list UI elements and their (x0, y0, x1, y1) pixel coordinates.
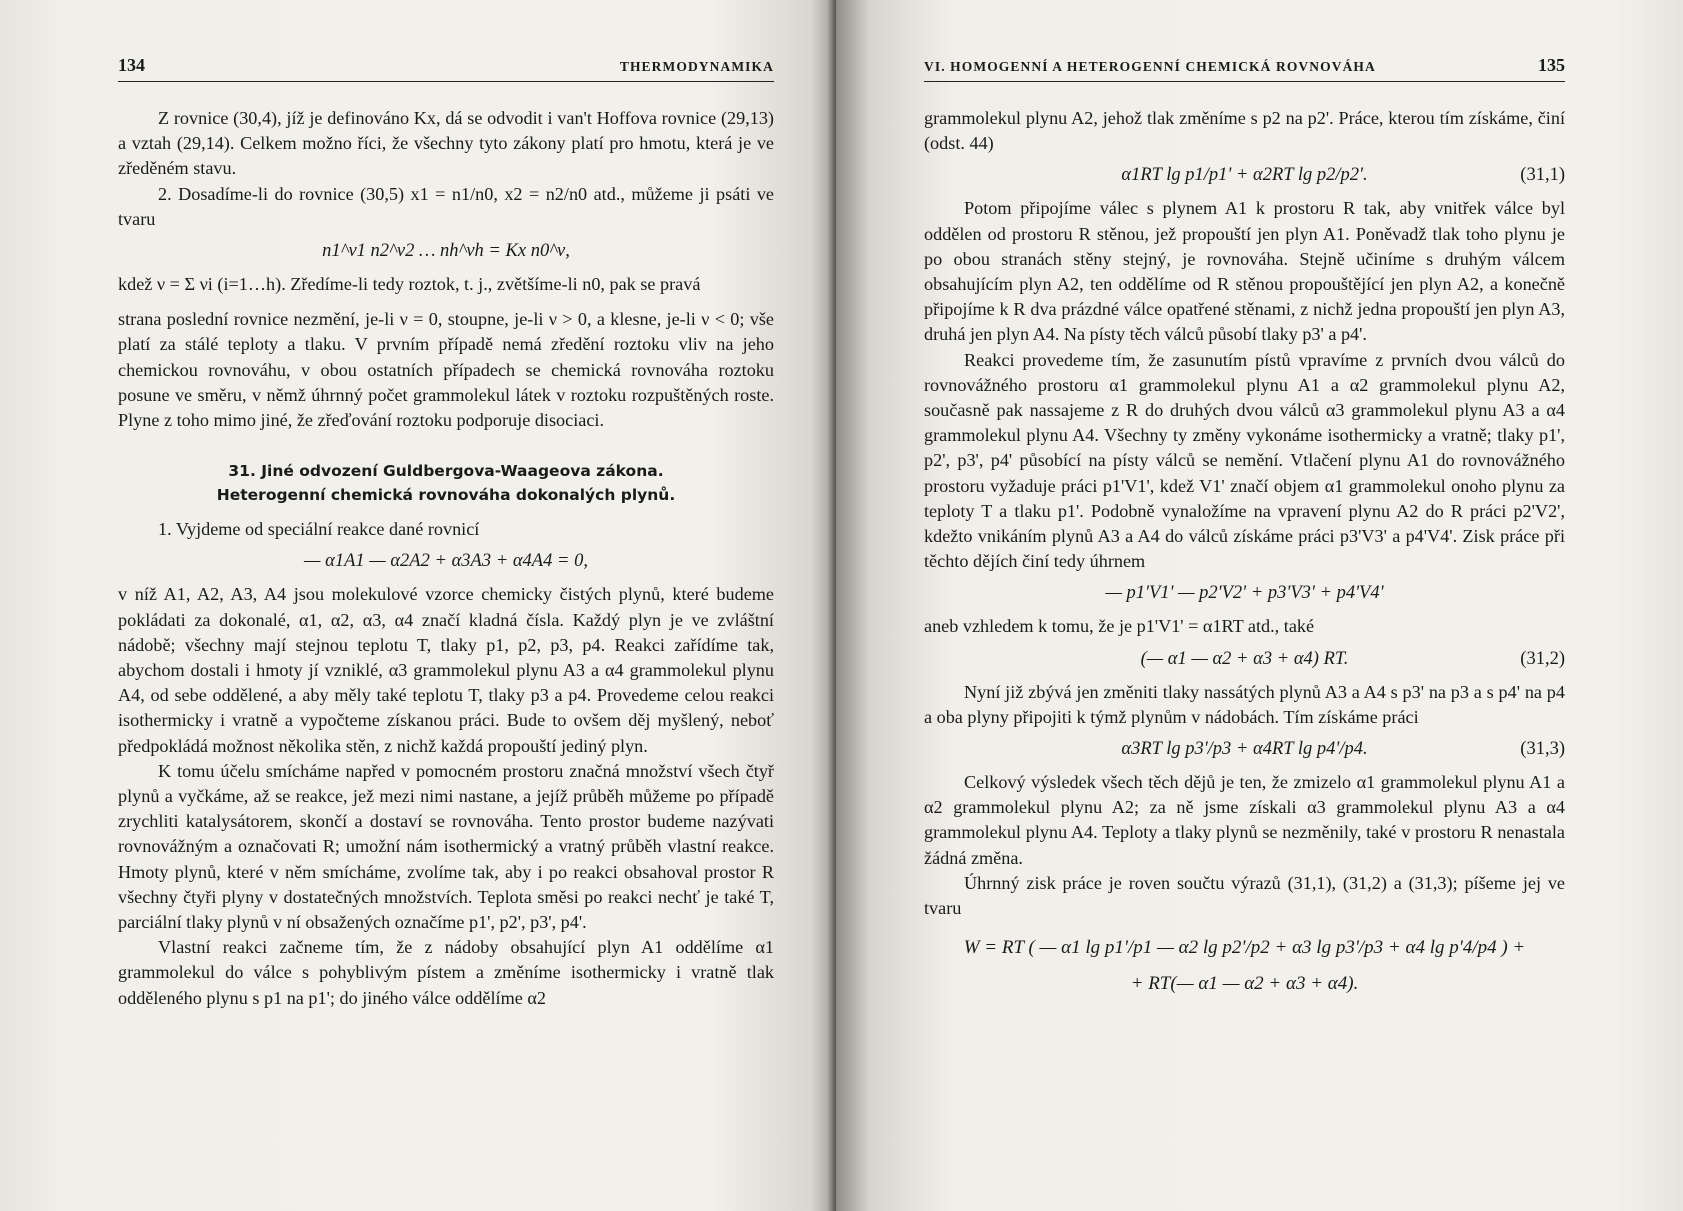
section-heading (118, 459, 774, 507)
page-number: 134 (118, 55, 145, 75)
paragraph: Nyní již zbývá jen změniti tlaky nassátých plynů A3 a A4 s p3' na p3 a s p4' na p4 a oba plyny připojiti k týmž plynům v nádobách. Tím získáme práci (924, 681, 1565, 727)
equation (924, 160, 1565, 190)
paragraph: aneb vzhledem k tomu, že je p1'V1' = α1RT atd., také (924, 616, 1315, 637)
equation: — α1A1 — α2A2 + α3A3 + α4A4 = 0, (304, 551, 588, 572)
equation-body: (— α1 — α2 + α3 + α4) RT. (1140, 648, 1349, 669)
section-title: 31. Jiné odvození Guldbergova-Waageova zákona. (228, 462, 664, 481)
equation (924, 644, 1565, 674)
equation-number: (31,1) (1520, 165, 1565, 186)
paragraph: grammolekul plynu A2, jehož tlak změníme s p2 na p2'. Práce, kterou tím získáme, činí (odst. 44) (924, 108, 1565, 154)
equation-body: α1RT lg p1/p1' + α2RT lg p2/p2'. (1121, 165, 1368, 186)
paragraph: K tomu účelu smícháme napřed v pomocném prostoru značná množství všech čtyř plynů a vyčkáme, až se reakce, jež mezi nimi nastane, a jejíž průběh můžeme po případě zrychliti katalysátorem, skončí a dostaví se rovnováha. Tento prostor budeme nazývati rovnovážným a označovati R; umožní nám isothermický a vratný průběh vlastní reakce. Hmoty plynů, které v něm smícháme, zvolíme tak, aby i po reakci obsahoval prostor R všechny čtyři plyny v dostatečných množstvích. Teplota směsi po reakci nechť je také T, parciální tlaky plynů v ní obsažených označíme p1', p2', p3', p4'. (118, 760, 774, 933)
right-page (836, 0, 1683, 1211)
paragraph: Úhrnný zisk práce je roven součtu výrazů (31,1), (31,2) a (31,3); píšeme jej ve tvaru (924, 872, 1565, 919)
paragraph: strana poslední rovnice nezmění, je-li ν = 0, stoupne, je-li ν > 0, a klesne, je-li ν < 0; vše platí za stálé teploty a tlaku. V prvním případě nemá zředění roztoku vliv na jeho chemickou rovnováhu, v obou ostatních případech se chemická rovnováha roztoku posune ve směru, v němž úhrnný počet grammolekul látek v roztoku rozpuštěných roste. Plyne z toho mimo jiné, že zřeďování roztoku podporuje disociaci. (118, 309, 774, 431)
paragraph: Celkový výsledek všech těch dějů je ten, že zmizelo α1 grammolekul plynu A1 a α2 grammolekul plynu A2; za ně jsme získali α3 grammolekul plynu A3 a α4 grammolekul plynu A4. Teploty a tlaky plynů se nezměnily, také v prostoru R nenastala žádná změna. (924, 772, 1565, 868)
equation-body: α3RT lg p3'/p3 + α4RT lg p4'/p4. (1121, 739, 1368, 760)
paragraph: v níž A1, A2, A3, A4 jsou molekulové vzorce chemicky čistých plynů, které budeme pokládati za dokonalé, α1, α2, α3, α4 značí kladná čísla. Každý plyn je ve zvláštní nádobě; všechny mají stejnou teplotu T, tlaky p1, p2, p3, p4. Reakci zařídíme tak, abychom dostali i hmoty jí vzniklé, α3 grammolekul plynu A3 a α4 grammolekul plynu A4, od sebe oddělené, a aby měly také teplotu T, tlaky p3 a p4. Provedeme celou reakci isothermicky i vratně a vypočteme získanou práci. Bude to ovšem děj myšlený, neboť předpokládá možnost několika stěn, z nichž každá propouští jediný plyn. (118, 584, 774, 756)
running-head-right (924, 55, 1565, 82)
left-page (0, 0, 836, 1211)
paragraph: kdež ν = Σ νi (i=1…h). Zředíme-li tedy roztok, t. j., zvětšíme-li n0, pak se pravá (118, 274, 701, 295)
paragraph: 1. Vyjdeme od speciální reakce dané rovnicí (158, 519, 480, 540)
running-title: VI. HOMOGENNÍ A HETEROGENNÍ CHEMICKÁ ROVNOVÁHA (924, 59, 1376, 74)
paragraph: Potom připojíme válec s plynem A1 k prostoru R tak, aby vnitřek válce byl oddělen od prostoru R stěnou, jež propouští jen plyn A1. Poněvadž tlak toho plynu je po obou stranách stěny stejný, je rovnováha. Stejně učiníme s druhým válcem obsahujícím plyn A2, ten oddělíme od R stěnou propouštějící jen plyn A2, a konečně připojíme k R dva prázdné válce opatřené stěnami, z nichž jedna propouští jen plyn A3, druhá jen plyn A4. Na písty těch válců působí tlaky p3' a p4'. (924, 198, 1565, 345)
section-subtitle: Heterogenní chemická rovnováha dokonalých plynů. (216, 486, 676, 505)
running-head-left (118, 55, 774, 82)
page-number: 135 (1538, 55, 1565, 75)
paragraph: Vlastní reakci začneme tím, že z nádoby obsahující plyn A1 oddělíme α1 grammolekul do válce s pohyblivým pístem a změníme isothermicky i vratně tlak odděleného plynu s p1 na p1'; do jiného válce oddělíme α2 (118, 937, 774, 1008)
equation: n1^ν1 n2^ν2 … nh^νh = Kx n0^ν, (322, 241, 570, 262)
paragraph: Reakci provedeme tím, že zasunutím pístů vpravíme z prvních dvou válců do rovnovážného prostoru α1 grammolekul plynu A1 a α2 grammolekul plynu A2, současně pak nassajeme z R do druhých dvou válců α3 grammolekul plynu A3 a α4 grammolekul plynu A4. Všechny ty změny vykonáme isothermicky a vratně; tlaky p1', p2', p3', p4' působící na písty válců se nemění. Vtlačení plynu A1 do rovnovážného prostoru vyžaduje práci p1'V1', kdež V1' značí objem α1 grammolekul onoho plynu za teploty T a tlaku p1'. Podobně vynaložíme na vpravení plynu A2 do R práci p2'V2', kdežto vnikáním plynů A3 a A4 do válců získáme práci p3'V3' a p4'V4'. Zisk práce při těchto dějích činí tedy úhrnem (924, 349, 1565, 572)
paragraph: Z rovnice (30,4), jíž je definováno Kx, dá se odvodit i van't Hoffova rovnice (29,13) a vztah (29,14). Celkem možno říci, že všechny tyto zákony platí pro hmotu, která je ve zředěném stavu. (118, 108, 774, 179)
equation-number: (31,2) (1520, 648, 1565, 669)
equation-number: (31,3) (1520, 739, 1565, 760)
equation: W = RT ( — α1 lg p1'/p1 — α2 lg p2'/p2 + α3 lg p3'/p3 + α4 lg p'4/p4 ) + (963, 937, 1526, 959)
equation: — p1'V1' — p2'V2' + p3'V3' + p4'V4' (1105, 583, 1384, 604)
equation: + RT(— α1 — α2 + α3 + α4). (1130, 973, 1359, 995)
paragraph: 2. Dosadíme-li do rovnice (30,5) x1 = n1/n0, x2 = n2/n0 atd., můžeme ji psáti ve tvaru (118, 183, 774, 229)
equation (924, 734, 1565, 764)
running-title: THERMODYNAMIKA (619, 59, 774, 74)
